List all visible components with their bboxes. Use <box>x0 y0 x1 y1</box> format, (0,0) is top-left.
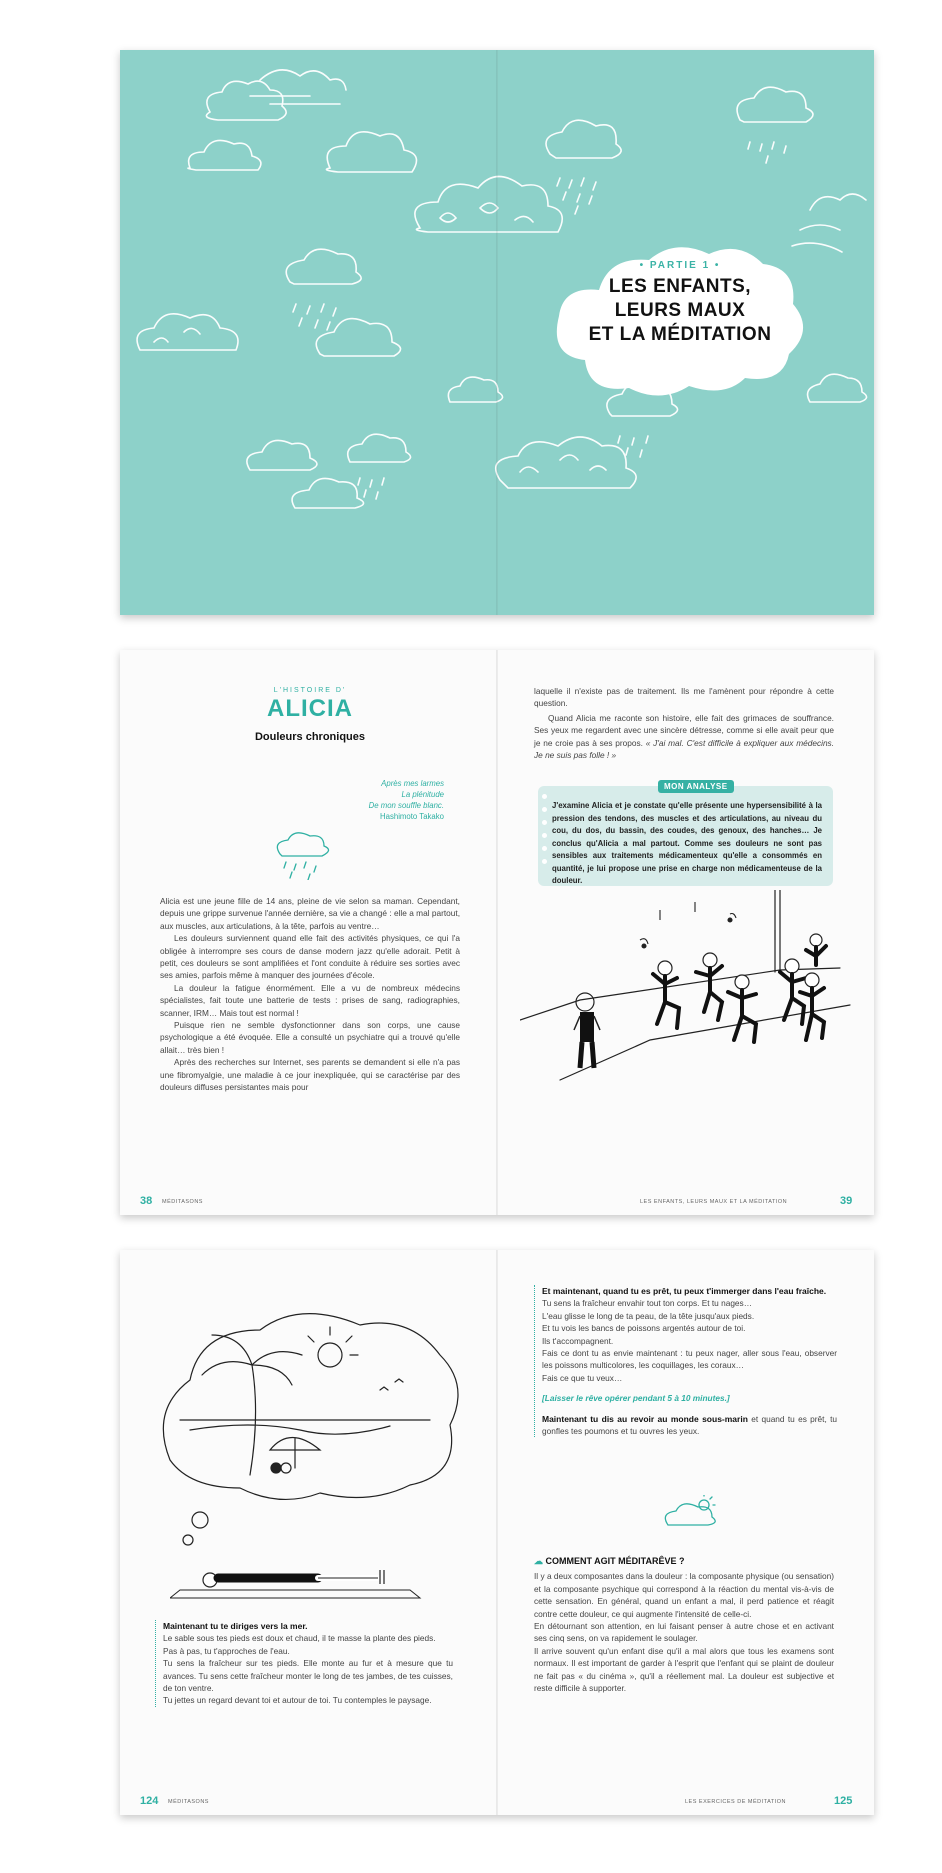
instruction-note: [Laisser le rêve opérer pendant 5 à 10 minutes.] <box>542 1393 730 1404</box>
rain-cloud-icon <box>737 87 813 122</box>
haiku-line: De mon souffle blanc. <box>368 801 444 810</box>
paragraph: Après des recherches sur Internet, ses parents se demandent si elle n'a pas une fibromyalgie, une maladie à ce jour inexpliquée, qui se caractérise par des douleurs diffuses persistantes mais pour <box>160 1057 460 1093</box>
swirl-cloud-icon <box>496 437 636 488</box>
paragraph: Fais ce que tu veux… <box>542 1372 623 1383</box>
cloud-icon <box>326 132 416 172</box>
girl-figure <box>574 993 600 1068</box>
cloud-icon <box>808 374 867 402</box>
music-notes-icon <box>640 902 775 948</box>
book-spine <box>496 1250 498 1815</box>
step-heading: Maintenant tu dis au revoir au monde sous-marin <box>542 1413 748 1424</box>
story-body-left <box>160 895 460 1094</box>
rain-cloud-icon <box>286 249 361 284</box>
paragraph: Il y a deux composantes dans la douleur : la composante physique (ou sensation) et la composante psychique qui correspond à la réaction du mental vis-à-vis de cette sensation. En général, quand un enfant a mal, il perd patience et réagit contre cette douleur, ce qui augmente l'intensité de celle-ci. <box>534 1571 834 1619</box>
step-heading: Maintenant tu te diriges vers la mer. <box>163 1621 308 1631</box>
book-spine <box>496 50 498 615</box>
cloud-icon <box>448 377 502 402</box>
rain-cloud-icon <box>348 434 411 462</box>
part-cover-spread <box>120 50 874 615</box>
running-header: LES EXERCICES DE MÉDITATION <box>685 1799 787 1805</box>
part-title-line: LES ENFANTS, <box>608 276 752 297</box>
cloud-icon <box>292 478 363 508</box>
paragraph: Tu jettes un regard devant toi et autour de toi. Tu contemples le paysage. <box>163 1695 432 1706</box>
story-body-right <box>534 685 834 761</box>
part-title <box>560 275 800 347</box>
cloud-icon <box>206 81 286 120</box>
paragraph: Fais ce dont tu as envie maintenant : tu peux nager, aller sous l'eau, observer les poissons multicolores, les coquillages, les coraux… <box>542 1348 837 1371</box>
paragraph: Pas à pas, tu t'approches de l'eau. <box>163 1645 290 1656</box>
cloud-icon <box>247 440 317 470</box>
rain-cloud-icon <box>270 830 340 880</box>
haiku-author: Hashimoto Takako <box>380 812 444 821</box>
analysis-text: J'examine Alicia et je constate qu'elle présente une hypersensibilité à la pression des tendons, des muscles et des articulations, au niveau du cou, du dos, du bassin, des coudes, des genoux, des hanches… Je conclus qu'Alicia a mal partout. Comme ses douleurs ne sont pas sensibles aux traitements médicamenteux qu'elle a consommés en quantité, je lui propose une prise en charge non médicamenteuse de la douleur. <box>552 801 822 885</box>
paragraph: Le sable sous tes pieds est doux et chaud, il te masse la plante des pieds. <box>163 1633 436 1644</box>
paragraph: Ils t'accompagnent. <box>542 1335 614 1346</box>
part-title-line: ET LA MÉDITATION <box>588 324 772 345</box>
page-number: 38 <box>140 1195 153 1207</box>
story-subtitle: Douleurs chroniques <box>254 731 366 743</box>
hand-icon: ☁ <box>534 1556 546 1566</box>
page-number: 39 <box>840 1195 853 1207</box>
paragraph: laquelle il n'existe pas de traitement. Ils me l'amènent pour répondre à cette question. <box>534 686 834 709</box>
swirl-cloud-icon <box>415 176 562 232</box>
quote: « J'ai mal. C'est difficile à expliquer aux médecins. Je ne suis pas folle ! » <box>534 737 835 761</box>
paragraph: Les douleurs surviennent quand elle fait des activités physiques, ce qui l'a obligée à interrompre ses cours de danse modern jazz qu'elle adorait. Petit à petit, ces douleurs se sont amplifiées et l'ont conduite à réduire ses sorties avec ses amies, parfois même à manquer des journées d'école. <box>160 933 460 981</box>
book-spine <box>496 650 498 1215</box>
paragraph: Puisque rien ne semble dysfonctionner dans son corps, une cause psychologique a été évoquée. Elle a consulté un psychiatre qui a trouvé qu'elle allait… très bien ! <box>160 1020 460 1055</box>
paragraph: Tu sens la fraîcheur sur tes pieds. Elle monte au fur et à mesure que tu avances. Tu sens cette fraîcheur monter le long de tes jambes, de tes cuisses, de ton ventre. <box>163 1658 453 1694</box>
cloud-icon <box>188 140 261 170</box>
story-name: ALICIA <box>267 695 353 722</box>
meditation-step-left <box>155 1620 453 1707</box>
dancers-group <box>653 934 826 1042</box>
beach-dream-illustration <box>150 1310 470 1560</box>
running-header: LES ENFANTS, LEURS MAUX ET LA MÉDITATION <box>640 1199 788 1205</box>
alicia-story-spread <box>120 650 874 1215</box>
lying-girl-illustration <box>170 1560 430 1610</box>
page-number: 124 <box>140 1795 159 1807</box>
analysis-bullets <box>542 794 548 872</box>
wind-swirl-icon <box>250 70 346 104</box>
paragraph: L'eau glisse le long de ta peau, de la tête jusqu'aux pieds. <box>542 1310 755 1321</box>
paragraph: La douleur la fatigue énormément. Elle a vu de nombreux médecins spécialistes, fait toute une batterie de tests : prises de sang, radiographies, scanner, IRM… Mais tout est normal ! <box>160 982 460 1018</box>
paragraph: Et tu vois les bancs de poissons argentés autour de toi. <box>542 1323 746 1334</box>
section-title: ☁ COMMENT AGIT MÉDITARÊVE ? <box>534 1556 685 1566</box>
thought-bubble-shape <box>163 1314 458 1500</box>
meditation-step-right <box>534 1285 837 1437</box>
haiku-line: La plénitude <box>401 790 444 799</box>
story-kicker: L'HISTOIRE D' <box>273 687 347 694</box>
step-heading: Et maintenant, quand tu es prêt, tu peux t'immerger dans l'eau fraîche. <box>542 1286 827 1296</box>
paragraph: Il arrive souvent qu'un enfant dise qu'il a mal alors que tous les examens sont normaux. Il est important de garder à l'esprit que l'enfant qui se plaint de douleur ne fait pas « du cinéma », qu'il a réellement mal. La douleur est subjective et reste difficile à supporter. <box>534 1645 834 1694</box>
running-header: MÉDITASONS <box>162 1199 203 1205</box>
paragraph: Tu sens la fraîcheur envahir tout ton corps. Et tu nages… <box>542 1298 752 1309</box>
meditation-exercise-spread <box>120 1250 874 1815</box>
part-title-block <box>560 260 800 347</box>
dance-class-illustration <box>520 890 860 1090</box>
cloud-sun-icon <box>660 1495 720 1535</box>
analysis-tag: MON ANALYSE <box>658 780 734 793</box>
paragraph: Maintenant tu dis au revoir au monde sous-marin et quand tu es prêt, tu gonfles tes poumons et tu ouvres les yeux. <box>542 1413 837 1437</box>
analysis-box <box>538 782 833 886</box>
paragraph: Quand Alicia me raconte son histoire, elle fait des grimaces de souffrance. Ses yeux me regardent avec une sincère détresse, comme si elle avait peur que je ne croie pas à ses propos. « J'ai mal. C'est difficile à expliquer aux médecins. Je ne suis pas folle ! » <box>534 712 835 761</box>
swirl-cloud-icon <box>137 314 238 350</box>
palm-tree-icon <box>202 1335 302 1475</box>
paragraph: En détournant son attention, en lui faisant penser à autre chose et en activant ses cinq sens, on va rapidement le soulager. <box>534 1621 834 1644</box>
haiku-line: Après mes larmes <box>381 779 444 788</box>
haiku <box>300 778 444 822</box>
rain-cloud-icon <box>546 120 621 158</box>
running-header: MÉDITASONS <box>168 1799 209 1805</box>
part-label: • PARTIE 1 • <box>639 260 721 271</box>
page-number: 125 <box>834 1795 853 1807</box>
part-title-line: LEURS MAUX <box>614 300 746 321</box>
paragraph: Alicia est une jeune fille de 14 ans, pleine de vie selon sa maman. Cependant, depuis une grippe survenue l'année dernière, sa vie a changé : elle a mal partout, aux muscles, aux articulations, à la tête, parfois au ventre… <box>160 896 460 931</box>
how-it-works-section <box>534 1555 834 1694</box>
